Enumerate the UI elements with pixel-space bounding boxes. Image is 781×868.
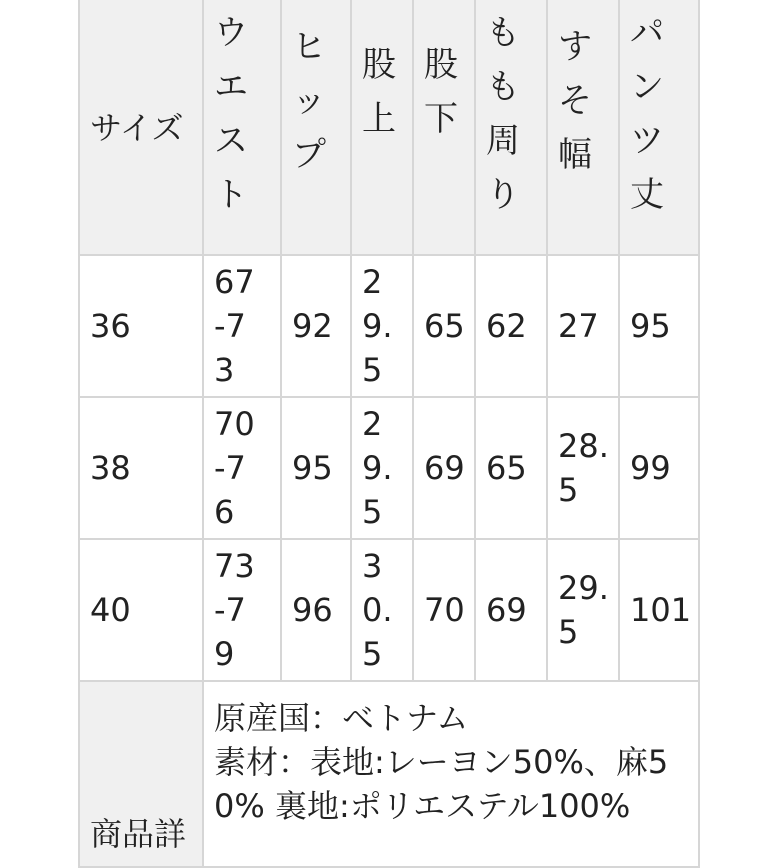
table-row	[79, 255, 699, 397]
cell-hip: 95	[281, 397, 351, 539]
details-row	[79, 681, 699, 867]
cell-length: 101	[619, 539, 699, 681]
cell-rise: 30.5	[351, 539, 413, 681]
cell-hip: 96	[281, 539, 351, 681]
header-inseam: 股下	[413, 0, 475, 255]
cell-inseam: 65	[413, 255, 475, 397]
cell-hip: 92	[281, 255, 351, 397]
cell-thigh: 62	[475, 255, 547, 397]
cell-hem: 28.5	[547, 397, 619, 539]
header-rise: 股上	[351, 0, 413, 255]
cell-hem: 29.5	[547, 539, 619, 681]
cell-waist: 70-76	[203, 397, 281, 539]
cell-rise: 29.5	[351, 397, 413, 539]
details-label: 商品詳	[79, 681, 203, 867]
header-size: サイズ	[79, 0, 203, 255]
cell-hem: 27	[547, 255, 619, 397]
table-row	[79, 397, 699, 539]
header-waist: ウエスト	[203, 0, 281, 255]
details-material: 素材：表地:レーヨン50%、麻5	[214, 743, 669, 781]
details-body	[203, 681, 699, 867]
header-hem: すそ幅	[547, 0, 619, 255]
cell-size: 36	[79, 255, 203, 397]
cell-size: 38	[79, 397, 203, 539]
cell-waist: 73-79	[203, 539, 281, 681]
cell-length: 99	[619, 397, 699, 539]
header-row	[79, 0, 699, 255]
details-material-cont: 0% 裏地:ポリエステル100%	[214, 787, 631, 825]
cell-inseam: 70	[413, 539, 475, 681]
cell-length: 95	[619, 255, 699, 397]
cell-rise: 29.5	[351, 255, 413, 397]
details-origin: 原産国：ベトナム	[214, 699, 469, 737]
cell-size: 40	[79, 539, 203, 681]
header-thigh: もも周り	[475, 0, 547, 255]
cell-inseam: 69	[413, 397, 475, 539]
header-hip: ヒップ	[281, 0, 351, 255]
table-row	[79, 539, 699, 681]
cell-waist: 67-73	[203, 255, 281, 397]
cell-thigh: 65	[475, 397, 547, 539]
header-length: パンツ丈	[619, 0, 699, 255]
cell-thigh: 69	[475, 539, 547, 681]
size-table	[78, 0, 700, 868]
